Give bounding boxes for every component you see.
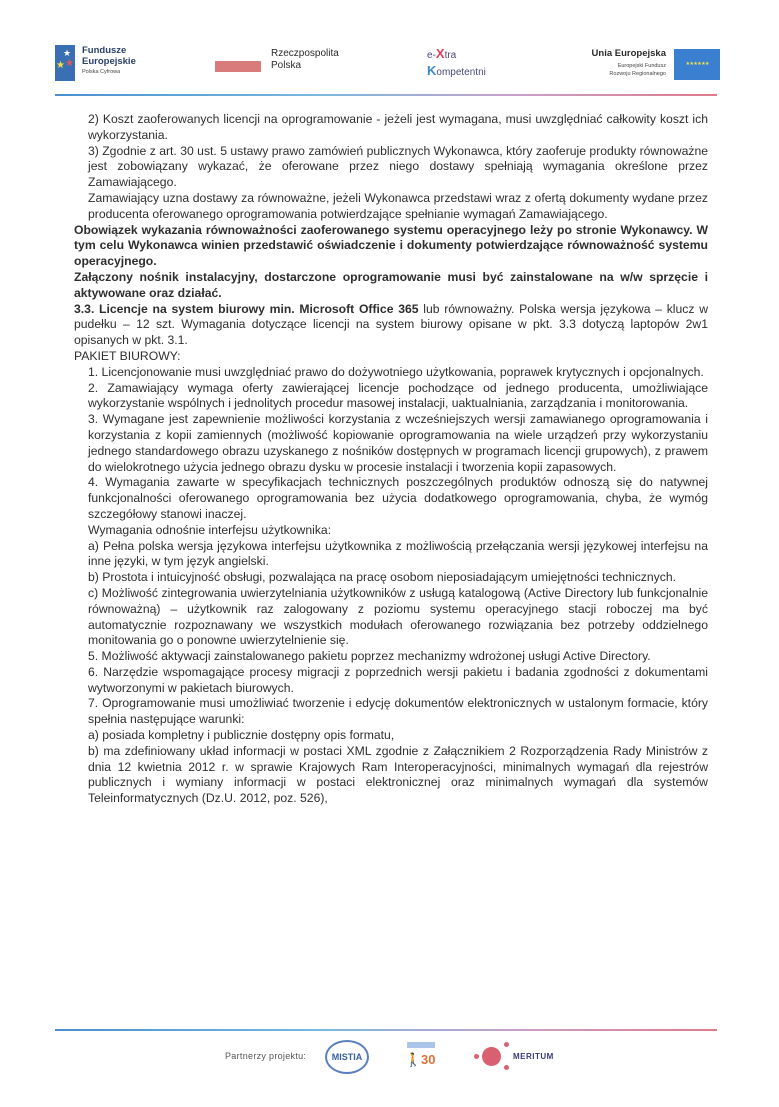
fe-emblem-icon <box>55 45 75 81</box>
person-icon: 🚶 <box>405 1052 422 1067</box>
list-item: a) Pełna polska wersja językowa interfejsu użytkownika z możliwością przełączania wersji językowej interfejsu na inne języki, w tym język angielski. <box>88 538 708 569</box>
fe-sub: Polska Cyfrowa <box>82 69 121 75</box>
ue-sub1: Europejski Fundusz <box>617 63 666 69</box>
list-item: a) posiada kompletny i publicznie dostępny opis formatu, <box>88 728 395 743</box>
document-body <box>74 112 708 807</box>
ue-title: Unia Europejska <box>591 48 666 59</box>
paragraph: 3) Zgodnie z art. 30 ust. 5 ustawy prawo zamówień publicznych Wykonawca, który zaoferuje produkty równoważne jest zobowiązany wykazać, że oferowane przez niego dostawy spełniają wymagania określone przez Zamawiającego. <box>88 143 708 190</box>
section-3-3 <box>74 302 708 349</box>
list-item: 5. Możliwość aktywacji zainstalowanego pakietu poprzez mechanizmy wdrożonej usługi Active Directory. <box>88 649 651 664</box>
mistia-logo: MISTIA <box>325 1040 369 1074</box>
extra-kompetentni-logo <box>425 46 545 82</box>
ek-k: K <box>427 63 437 78</box>
eu-flag-icon <box>674 49 720 80</box>
list-item: b) Prostota i intuicyjność obsługi, pozwalająca na pracę osobom nieposiadającym umiejętności technicznych. <box>88 570 677 585</box>
star-icon: ★ <box>63 48 72 58</box>
partners-label: Partnerzy projektu: <box>225 1051 307 1061</box>
fundacja-logo <box>405 1040 439 1074</box>
meritum-logo <box>470 1042 570 1072</box>
list-item: 1. Licencjonowanie musi uwzględniać prawo do dożywotniego użytkowania, poprawek krytycznych i opcjonalnych. <box>88 364 704 379</box>
list-item: 2. Zamawiający wymaga oferty zawierającej licencje pochodzące od jednego producenta, umożliwiające wykorzystanie wspólnych i jednolitych procedur masowej instalacji, uaktualniania, zarządzania i monitorowania. <box>88 380 708 411</box>
meritum-dot <box>474 1054 479 1059</box>
star-icon: ★ <box>56 60 65 71</box>
list-item: b) ma zdefiniowany układ informacji w postaci XML zgodnie z Załącznikiem 2 Rozporządzenia Rady Ministrów z dnia 12 kwietnia 2012 r. w sprawie Krajowych Ram Interoperacyjności, minimalnych wymagań dla rejestrów publicznych i wymiany informacji w postaci elektronicznej oraz minimalnych wymagań dla systemów Teleinformatycznych (Dz.U. 2012, poz. 526), <box>88 743 708 806</box>
fundacja-banner <box>407 1042 435 1048</box>
paragraph-bold: Załączony nośnik instalacyjny, dostarczone oprogramowanie musi być zainstalowane na w/w sprzęcie i aktywowane oraz działać. <box>74 269 708 300</box>
list-item: 4. Wymagania zawarte w specyfikacjach technicznych poszczególnych produktów odnoszą się do natywnej funkcjonalności oferowanego oprogramowania bez użycia dodatkowego oprogramowania, chyba, że wymóg szczegółowy stanowi inaczej. <box>88 475 708 521</box>
star-icon: ★ <box>65 58 74 69</box>
fe-line1: Fundusze <box>82 45 127 56</box>
rp-line2: Polska <box>271 60 302 71</box>
page-footer <box>0 1032 779 1092</box>
page-header <box>0 0 779 100</box>
ue-sub2: Rozwoju Regionalnego <box>609 71 666 77</box>
footer-divider <box>55 1029 717 1031</box>
fundacja-number: 30 <box>421 1052 436 1067</box>
paragraph: Zamawiający uzna dostawy za równoważne, jeżeli Wykonawca przedstawi wraz z ofertą dokumenty wydane przez producenta oferowanego oprogramowania potwierdzające spełnianie wymagań Zamawiającego. <box>88 190 708 221</box>
unia-europejska-logo <box>560 48 720 84</box>
meritum-text: MERITUM <box>513 1052 554 1061</box>
ek-ompetentni: ompetentni <box>436 67 486 78</box>
flag-icon <box>215 50 261 61</box>
list-item: Wymagania odnośnie interfejsu użytkownika: <box>88 522 332 537</box>
fundusze-europejskie-logo <box>55 45 185 85</box>
fe-line2: Europejskie <box>82 56 136 67</box>
ek-x: X <box>435 46 445 61</box>
paragraph: 2) Koszt zaoferowanych licencji na oprogramowanie - jeżeli jest wymagana, musi uwzględniać całkowity koszt ich wykorzystania. <box>88 112 708 142</box>
rzeczpospolita-polska-logo <box>215 50 355 80</box>
ek-tra: tra <box>444 50 457 61</box>
meritum-dot <box>504 1042 509 1047</box>
list-item: 7. Oprogramowanie musi umożliwiać tworzenie i edycję dokumentów elektronicznych w ustalonym formacie, który spełnia następujące warunki: <box>88 696 708 727</box>
paragraph-bold: Obowiązek wykazania równoważności zaoferowanego systemu operacyjnego leży po stronie Wykonawcy. W tym celu Wykonawca winien przedstawić oświadczenie i dokumenty potwierdzające równoważność systemu operacyjnego. <box>74 222 708 269</box>
ek-e: e- <box>427 50 436 61</box>
list-item: 3. Wymagane jest zapewnienie możliwości korzystania z wcześniejszych wersji zamawianego oprogramowania i korzystania z kopii zamiennych (możliwość kopiowanie oprogramowania na wiele urządzeń przy wykorzystaniu jednego standardowego obrazu uzyskanego z nośników dostępnych w programach licencji grupowych), z prawem do wielokrotnego użycia jednego obrazu dysku w procesie instalacji i tworzenia kopii zapasowych. <box>88 412 708 474</box>
section-3-3-title: 3.3. Licencje na system biurowy min. Microsoft Office 365 <box>74 301 419 316</box>
meritum-dot <box>504 1065 509 1070</box>
rp-line1: Rzeczpospolita <box>271 48 339 59</box>
list-item: c) Możliwość zintegrowania uwierzytelniania użytkowników z usługą katalogową (Active Directory lub funkcjonalnie równoważną) – użytkownik raz zalogowany z poziomu systemu operacyjnego stacji roboczej ma być automatycznie rozpoznawany we wszystkich modułach oferowanego rozwiązania bez potrzeby oddzielnego monitowania go o ponowne uwierzytelnienie się. <box>88 585 708 648</box>
pakiet-heading: PAKIET BIUROWY: <box>74 348 181 363</box>
flag-red-stripe <box>215 61 261 72</box>
section-3-3-text: lub równoważny. Polska wersja językowa – klucz w pudełku – 12 szt. Wymagania dotyczące licencji na system biurowy opisane w pkt. 3.3 dotyczą laptopów 2w1 opisanych w pkt. 3.1. <box>74 301 708 348</box>
eu-stars: ★ ★ ★ ★ ★ ★ <box>685 61 709 67</box>
list-item: 6. Narzędzie wspomagające procesy migracji z poprzednich wersji pakietu i badania zgodności z dokumentami wytworzonymi w pakietach biurowych. <box>88 664 708 695</box>
header-divider <box>55 94 717 96</box>
meritum-dot <box>482 1047 501 1066</box>
